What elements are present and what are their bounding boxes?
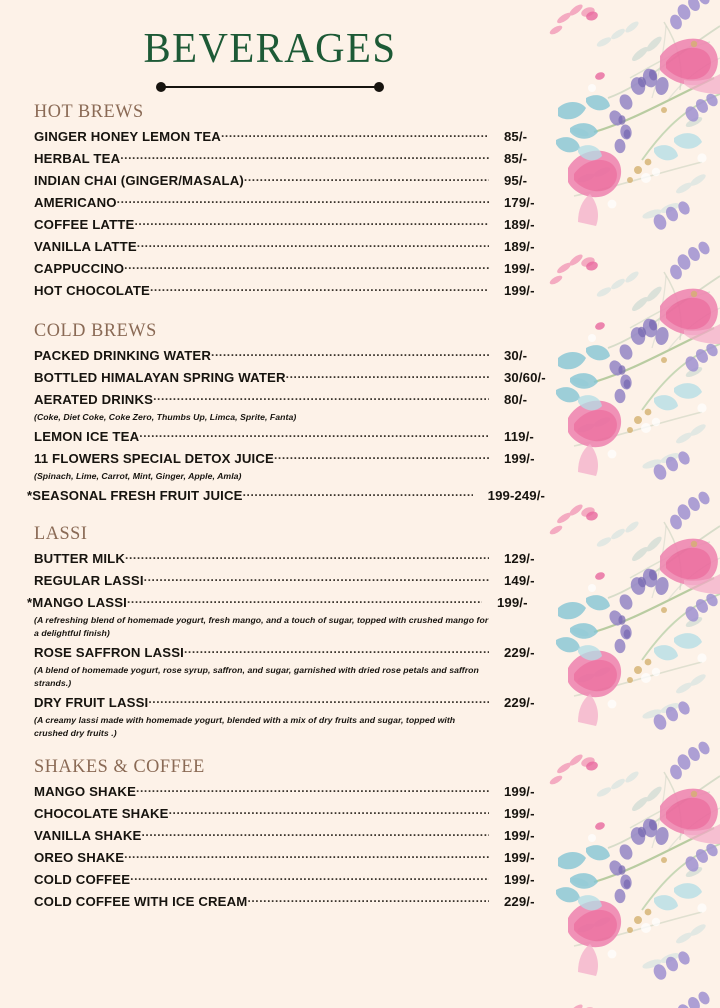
menu-item-name: 11 FLOWERS SPECIAL DETOX JUICE: [34, 451, 274, 466]
menu-item-price: 119/-: [504, 429, 534, 444]
page-title: BEVERAGES: [143, 26, 397, 72]
menu-item-price: 129/-: [504, 551, 535, 566]
menu-item-price: 149/-: [504, 573, 535, 588]
menu-item-name: VANILLA SHAKE: [34, 828, 142, 843]
menu-section-cold-brews: [27, 319, 552, 506]
menu-item-row: [34, 890, 552, 912]
menu-item-row: [34, 547, 552, 569]
menu-item-price: 80/-: [504, 392, 528, 407]
menu-item-row: [34, 780, 552, 802]
menu-item-row: [34, 425, 552, 447]
menu-section-lassi: [27, 522, 552, 741]
dot-leader: [120, 149, 489, 163]
dot-leader: [150, 281, 489, 295]
floral-motif: [534, 732, 720, 984]
floral-motif: [534, 482, 720, 734]
menu-item-name: DRY FRUIT LASSI: [34, 695, 149, 710]
floral-motif: [534, 982, 720, 1008]
dot-leader: [130, 870, 489, 884]
menu-item-name: PACKED DRINKING WATER: [34, 348, 212, 363]
menu-item-price: 199/-: [504, 806, 535, 821]
dot-leader: [169, 804, 489, 818]
menu-item-name: HOT CHOCOLATE: [34, 283, 150, 298]
menu-item-description: (A refreshing blend of homemade yogurt, fresh mango, and a touch of sugar, topped with crushed mango for a delightful finish): [34, 615, 489, 638]
menu-item-name: OREO SHAKE: [34, 850, 125, 865]
dot-leader: [244, 171, 489, 185]
menu-item-row: [34, 213, 552, 235]
menu-item-description: (Coke, Diet Coke, Coke Zero, Thumbs Up, Limca, Sprite, Fanta): [34, 412, 297, 422]
dot-leader: [141, 826, 489, 840]
menu-item-name: GINGER HONEY LEMON TEA: [34, 129, 221, 144]
section-heading: HOT BREWS: [34, 101, 144, 122]
menu-item-price: 199/-: [504, 283, 535, 298]
divider-dot-right: [374, 82, 384, 92]
dot-leader: [221, 127, 489, 141]
menu-item-name: BUTTER MILK: [34, 551, 126, 566]
dot-leader: [274, 449, 489, 463]
menu-item-description: (A creamy lassi made with homemade yogurt, blended with a mix of dry fruits and sugar, topped with crushed dry fruits .): [34, 715, 456, 738]
menu-item-price: 199/-: [497, 595, 528, 610]
dot-leader: [286, 368, 489, 382]
menu-item-name: CHOCOLATE SHAKE: [34, 806, 169, 821]
menu-item-name: COLD COFFEE WITH ICE CREAM: [34, 894, 248, 909]
dot-leader: [125, 549, 489, 563]
menu-item-row: [34, 868, 552, 890]
menu-item-price: 30/60/-: [504, 370, 546, 385]
section-heading: COLD BREWS: [34, 320, 157, 341]
floral-motif: [534, 232, 720, 484]
menu-item-row: [34, 846, 552, 868]
menu-item-row: [27, 484, 545, 506]
menu-item-description: (A blend of homemade yogurt, rose syrup, saffron, and sugar, garnished with dried rose petals and saffron strands.): [34, 665, 479, 688]
menu-item-row: [34, 824, 552, 846]
menu-item-price: 95/-: [504, 173, 528, 188]
dot-leader: [148, 693, 489, 707]
menu-item-row: [34, 366, 552, 388]
dot-leader: [117, 193, 489, 207]
menu-item-row: [34, 447, 552, 469]
menu-item-name: CAPPUCCINO: [34, 261, 125, 276]
menu-item-name: COFFEE LATTE: [34, 217, 135, 232]
title-divider: [156, 81, 384, 93]
menu-item-price: 229/-: [504, 695, 535, 710]
dot-leader: [243, 486, 473, 500]
menu-item-name: *SEASONAL FRESH FRUIT JUICE: [27, 488, 243, 503]
menu-item-price: 85/-: [504, 151, 528, 166]
dot-leader: [211, 346, 489, 360]
menu-item-name: BOTTLED HIMALAYAN SPRING WATER: [34, 370, 286, 385]
menu-item-row: [34, 125, 552, 147]
dot-leader: [144, 571, 489, 585]
menu-item-price: 85/-: [504, 129, 528, 144]
menu-item-name: MANGO SHAKE: [34, 784, 137, 799]
menu-item-price: 30/-: [504, 348, 528, 363]
dot-leader: [139, 427, 489, 441]
menu-item-row: [34, 257, 552, 279]
menu-item-price: 199/-: [504, 261, 535, 276]
menu-item-row: [27, 591, 545, 613]
menu-item-row: [34, 802, 552, 824]
menu-item-price: 199/-: [504, 451, 535, 466]
menu-item-row: [34, 691, 552, 713]
dot-leader: [247, 892, 489, 906]
dot-leader: [134, 215, 489, 229]
floral-decoration-band: [534, 0, 720, 1008]
menu-header: [0, 26, 540, 93]
menu-item-price: 199/-: [504, 872, 535, 887]
menu-sections: [27, 100, 552, 918]
dot-leader: [136, 782, 489, 796]
dot-leader: [124, 848, 489, 862]
menu-item-name: AERATED DRINKS: [34, 392, 154, 407]
dot-leader: [124, 259, 489, 273]
menu-item-row: [34, 147, 552, 169]
dot-leader: [137, 237, 489, 251]
menu-section-shakes-coffee: [34, 755, 552, 912]
menu-item-name: ROSE SAFFRON LASSI: [34, 645, 184, 660]
menu-item-row: [34, 641, 552, 663]
menu-item-row: [34, 279, 552, 301]
menu-item-price: 229/-: [504, 894, 535, 909]
divider-bar: [161, 86, 379, 88]
menu-item-row: [34, 169, 552, 191]
menu-item-name: REGULAR LASSI: [34, 573, 144, 588]
dot-leader: [153, 390, 489, 404]
menu-item-row: [34, 344, 552, 366]
menu-item-name: AMERICANO: [34, 195, 117, 210]
menu-item-name: INDIAN CHAI (GINGER/MASALA): [34, 173, 244, 188]
menu-item-name: COLD COFFEE: [34, 872, 131, 887]
menu-item-price: 229/-: [504, 645, 535, 660]
menu-item-price: 179/-: [504, 195, 535, 210]
section-heading: SHAKES & COFFEE: [34, 756, 205, 777]
menu-item-name: *MANGO LASSI: [27, 595, 127, 610]
menu-item-row: [34, 191, 552, 213]
floral-motif: [534, 0, 720, 234]
menu-item-price: 189/-: [504, 239, 535, 254]
menu-item-row: [34, 388, 552, 410]
menu-item-description: (Spinach, Lime, Carrot, Mint, Ginger, Apple, Amla): [34, 471, 242, 481]
menu-item-price: 199/-: [504, 828, 535, 843]
menu-item-price: 189/-: [504, 217, 535, 232]
dot-leader: [127, 593, 482, 607]
menu-section-hot-brews: [34, 100, 552, 301]
menu-item-price: 199/-: [504, 850, 535, 865]
menu-item-row: [34, 569, 552, 591]
dot-leader: [184, 643, 489, 657]
menu-item-price: 199/-: [504, 784, 535, 799]
menu-item-name: LEMON ICE TEA: [34, 429, 140, 444]
menu-item-price: 199-249/-: [487, 488, 545, 503]
menu-item-row: [34, 235, 552, 257]
menu-item-name: HERBAL TEA: [34, 151, 121, 166]
menu-item-name: VANILLA LATTE: [34, 239, 137, 254]
section-heading: LASSI: [34, 523, 88, 544]
